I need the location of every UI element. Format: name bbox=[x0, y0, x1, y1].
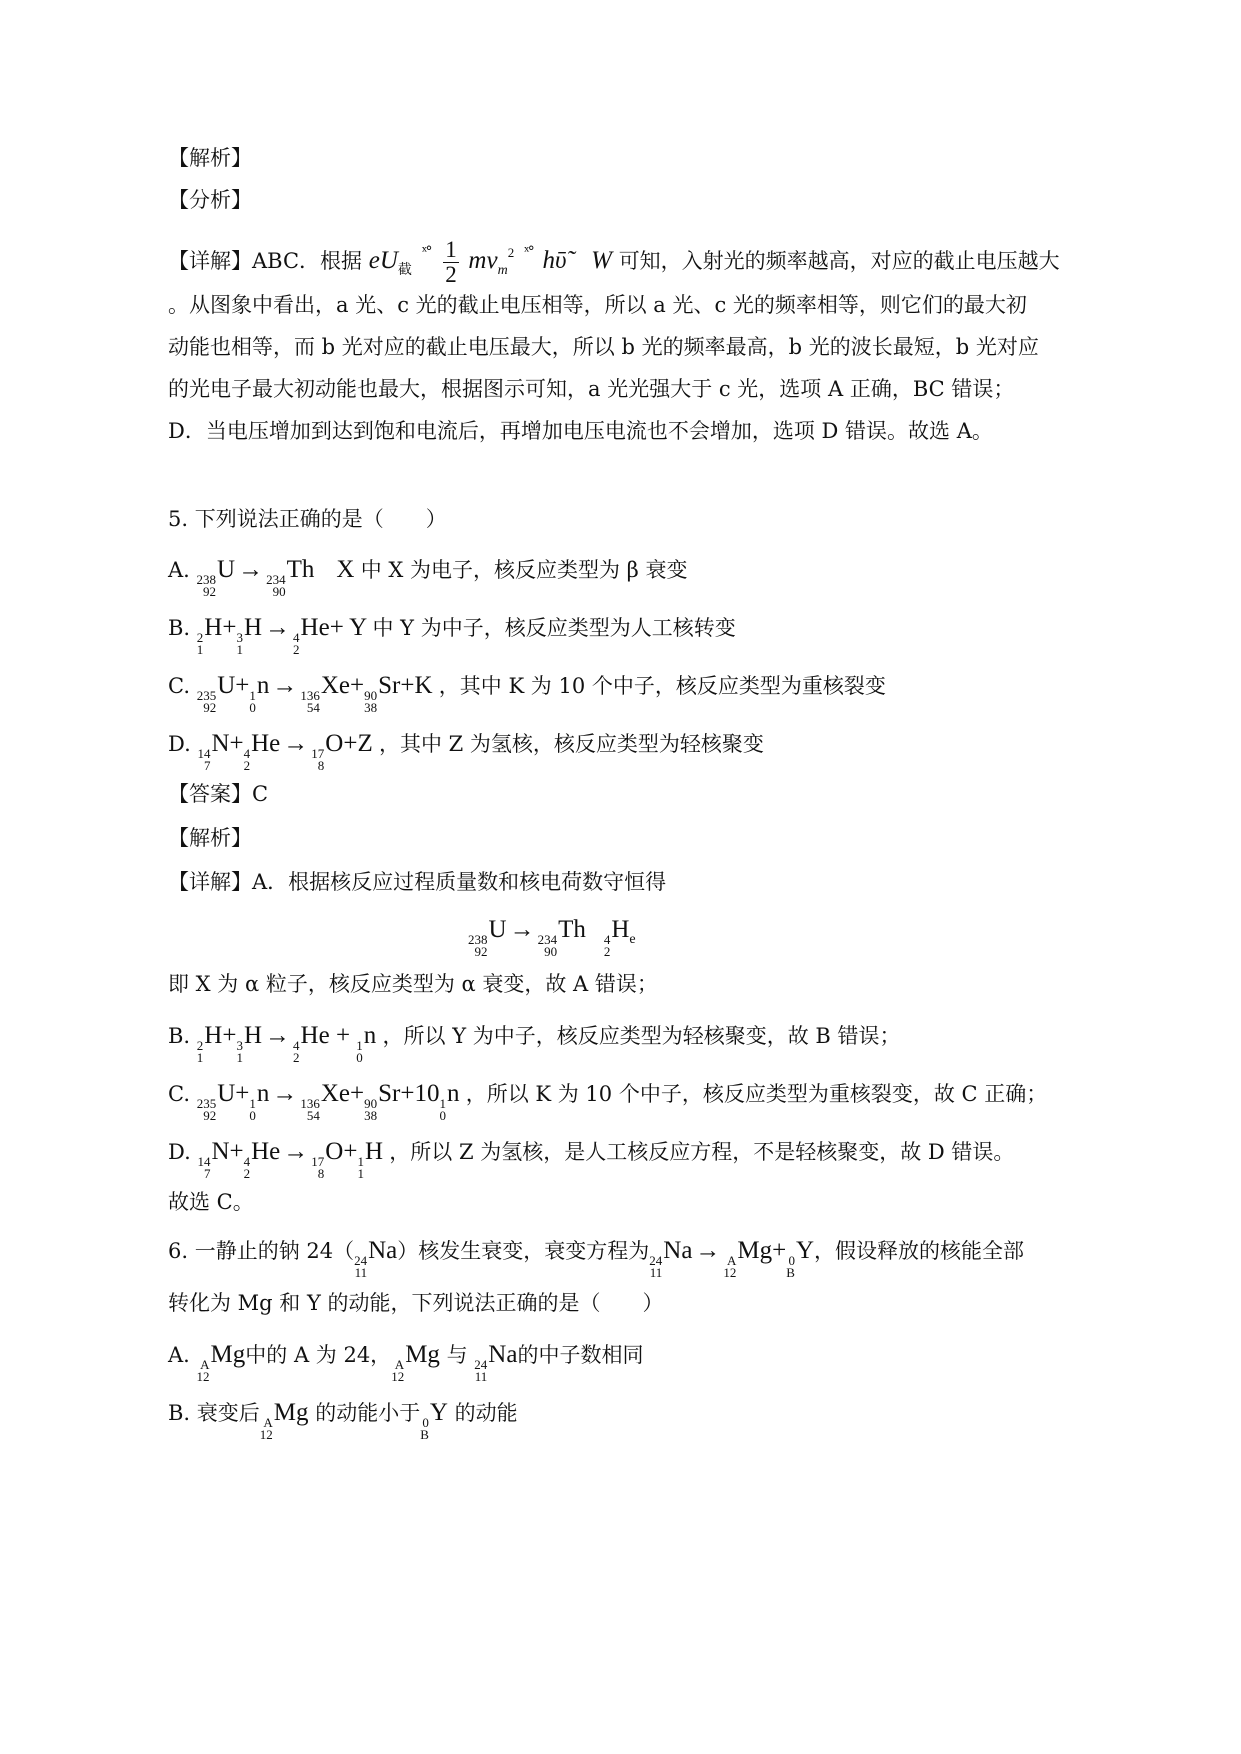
q6-a-label: A. bbox=[168, 1343, 190, 1367]
line-alpha: 即 X 为 α 粒子，核反应类型为 α 衰变，故 A 错误； bbox=[168, 972, 658, 996]
q6-decay-equation: 24 11 Na → A 12 Mg+ 0 B Y bbox=[649, 1237, 814, 1280]
choose-c: 故选 C。 bbox=[168, 1190, 254, 1214]
formula-half: $\frac{1}{2}$ bbox=[445, 237, 457, 287]
q5-option-c bbox=[168, 671, 886, 714]
sol-c-text: ，所以 K 为 10 个中子，核反应类型为重核裂变，故 C 正确； bbox=[465, 1082, 1048, 1106]
heading-analysis-2: 【解析】 bbox=[168, 826, 252, 850]
sol-d-text: ，所以 Z 为氢核，是人工核反应方程，不是轻核聚变，故 D 错误。 bbox=[389, 1140, 1015, 1164]
detail4-prefix: 【详解】ABC．根据 bbox=[168, 249, 363, 273]
q6-a-mg2: A 12 Mg bbox=[391, 1341, 440, 1384]
formula-W: W bbox=[591, 247, 612, 274]
q6-a-na: 24 11 Na bbox=[474, 1341, 518, 1384]
sol-c-equation: 235 92 U+ 1 0 n → 136 54 Xe+ 90 38 Sr+10 1 0 n bbox=[196, 1080, 460, 1123]
formula-eU: $eU_截$ bbox=[368, 247, 412, 278]
centered-equation: 238 92 U → 234 90 Th 4 2 $H_e$ bbox=[468, 916, 636, 959]
q6-l1-mid: ）核发生衰变，衰变方程为 bbox=[397, 1239, 650, 1263]
sol-b-text: ，所以 Y 为中子，核反应类型为轻核聚变，故 B 错误； bbox=[382, 1024, 901, 1048]
q6-line2: 转化为 Mg 和 Y 的动能，下列说法正确的是（ ） bbox=[168, 1291, 664, 1315]
heading-fenxi: 【分析】 bbox=[168, 188, 252, 212]
q5-a-label: A. bbox=[168, 558, 190, 582]
q5-d-label: D. bbox=[168, 732, 191, 756]
detail4-line2: 。从图象中看出，a 光、c 光的截止电压相等，所以 a 光、c 光的频率相等，则它们的最大初 bbox=[168, 293, 1027, 317]
sol-c-label: C. bbox=[168, 1082, 190, 1106]
q5-c-text: ，其中 K 为 10 个中子，核反应类型为重核裂变 bbox=[438, 674, 886, 698]
q5-b-equation: 2 1 H+ 3 1 H → 4 2 He+ Y bbox=[196, 614, 373, 657]
detail4-line4: 的光电子最大初动能也最大，根据图示可知，a 光光强大于 c 光，选项 A 正确，BC 错误； bbox=[168, 377, 1015, 401]
detail4-line1 bbox=[168, 232, 1060, 291]
detail5-a: 【详解】A．根据核反应过程质量数和核电荷数守恒得 bbox=[168, 870, 667, 894]
q5-a-equation: 238 92 U → 234 90 Th X bbox=[196, 556, 355, 599]
solution-c bbox=[168, 1079, 1047, 1122]
q6-a-tail: 的中子数相同 bbox=[517, 1343, 644, 1367]
q5-title: 5. 下列说法正确的是（ ） bbox=[168, 507, 447, 531]
q6-l1-prefix: 6. 一静止的钠 24（ bbox=[168, 1239, 355, 1263]
sol-b-label: B. bbox=[168, 1024, 191, 1048]
q5-b-text: 中 Y 为中子，核反应类型为人工核转变 bbox=[372, 616, 736, 640]
q6-a-mid1: 中的 A 为 24， bbox=[245, 1343, 392, 1367]
q6-na-symbol: 24 11 Na bbox=[354, 1237, 398, 1280]
sol-d-label: D. bbox=[168, 1140, 191, 1164]
q6-b-y: 0 B Y bbox=[420, 1399, 448, 1442]
answer-line: 【答案】C bbox=[168, 782, 269, 806]
q5-option-b bbox=[168, 613, 736, 656]
detail4-line5: D．当电压增加到达到饱和电流后，再增加电压电流也不会增加，选项 D 错误。故选 A。 bbox=[168, 419, 993, 443]
formula-garble-2: ˣ° bbox=[523, 244, 533, 260]
q5-b-label: B. bbox=[168, 616, 191, 640]
q5-d-text: ，其中 Z 为氢核，核反应类型为轻核聚变 bbox=[378, 732, 764, 756]
q6-b-prefix: 衰变后 bbox=[196, 1401, 260, 1425]
q6-b-label: B. bbox=[168, 1401, 191, 1425]
q6-b-tail: 的动能 bbox=[454, 1401, 518, 1425]
solution-b bbox=[168, 1021, 901, 1064]
formula-hv: hῡ̃ bbox=[542, 247, 567, 274]
solution-d bbox=[168, 1137, 1014, 1180]
q6-option-b bbox=[168, 1398, 518, 1441]
q5-a-text: 中 X 为电子，核反应类型为 β 衰变 bbox=[360, 558, 688, 582]
q5-option-d bbox=[168, 729, 764, 772]
detail4-tail: 可知，入射光的频率越高，对应的截止电压越大 bbox=[618, 249, 1060, 273]
formula-mv: $mv_m^2$ bbox=[468, 245, 515, 278]
q6-a-mid2: 与 bbox=[446, 1343, 468, 1367]
q5-d-equation: 14 7 N+ 4 2 He → 17 8 O+Z bbox=[197, 730, 379, 773]
q6-b-mg: A 12 Mg bbox=[259, 1399, 309, 1442]
formula-garble-1: ˣ° bbox=[421, 244, 431, 260]
sol-b-equation: 2 1 H+ 3 1 H → 4 2 He + 1 0 n bbox=[196, 1022, 377, 1065]
q5-c-equation: 235 92 U+ 1 0 n → 136 54 Xe+ 90 38 Sr+K bbox=[196, 672, 439, 715]
q6-option-a bbox=[168, 1340, 643, 1383]
sol-d-equation: 14 7 N+ 4 2 He → 17 8 O+ 1 1 H bbox=[197, 1138, 384, 1181]
q6-a-mg: A 12 Mg bbox=[196, 1341, 246, 1384]
heading-analysis: 【解析】 bbox=[168, 146, 252, 170]
q6-l1-tail: ，假设释放的核能全部 bbox=[814, 1239, 1024, 1263]
q6-line1 bbox=[168, 1236, 1024, 1279]
detail4-line3: 动能也相等，而 b 光对应的截止电压最大，所以 b 光的频率最高，b 光的波长最短，b 光对应 bbox=[168, 335, 1039, 359]
q6-b-mid: 的动能小于 bbox=[315, 1401, 421, 1425]
q5-c-label: C. bbox=[168, 674, 190, 698]
q5-option-a bbox=[168, 555, 687, 598]
